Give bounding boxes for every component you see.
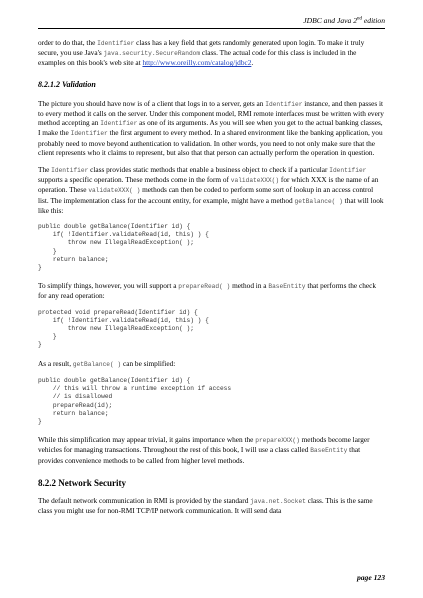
text: class has a key field that gets randomly generated upon login. To make it truly secure, you use Java's: [38, 38, 365, 58]
text: supports a specific operation. These methods come in the form of: [38, 175, 231, 185]
text: as one of its arguments. As you will see when you get to the actual banking classes, I make the: [38, 118, 383, 138]
inline-code: validateXXX(): [230, 177, 280, 185]
text: .: [251, 58, 254, 68]
inline-code: Identifier: [70, 130, 108, 138]
inline-code: prepareXXX(): [255, 437, 300, 445]
code-block-prepare-read: protected void prepareRead(Identifier id) { if( !Identifier.validateRead(id, this) ) { throw new IllegalReadException( ); } }: [38, 308, 209, 349]
running-header: [303, 16, 385, 25]
code-block-get-balance: public double getBalance(Identifier id) { if( !Identifier.validateRead(id, this) ) { throw new IllegalReadException( ); } return balance; }: [38, 223, 209, 272]
text: for which XXX is the name of an operation. These: [38, 175, 379, 195]
paragraph-simplification: [38, 435, 385, 465]
header-title: JDBC and Java 2: [303, 16, 357, 25]
text: order to do that, the: [38, 38, 98, 47]
paragraph-prepare-read: [38, 281, 385, 300]
inline-code: BaseEntity: [310, 447, 348, 455]
text: The default network communication in RMI is provided by the standard: [38, 495, 251, 505]
paragraph-network: [38, 496, 385, 515]
text: instance, and then passes it to every method it calls on the server. Under this component model, RMI remote interfaces must be written with every method accepting an: [38, 98, 384, 128]
section-heading-validation: 8.2.1.2 Validation: [38, 79, 96, 89]
header-superscript: nd: [357, 16, 362, 22]
text: class provides static methods that enable a business object to check if a particular: [88, 165, 330, 175]
page-number: page 123: [356, 573, 385, 582]
text: While this simplification may appear trivial, it gains importance when the: [38, 435, 256, 445]
text: The picture you should have now is of a client that logs in to a server, gets an: [38, 98, 266, 108]
inline-code: Identifier: [97, 40, 135, 47]
text: As a result,: [38, 358, 73, 368]
inline-code: Identifier: [51, 167, 89, 175]
text: methods become larger vehicles for managing transactions. Throughout the rest of this book, I will use a class called: [38, 435, 370, 455]
text: To simplify things, however, you will support a: [38, 281, 179, 291]
inline-code: BaseEntity: [268, 283, 306, 291]
inline-code: Identifier: [329, 167, 367, 175]
inline-code: validateXXX( ): [88, 187, 141, 195]
code-block-simplified: public double getBalance(Identifier id) { // this will throw a runtime exception if access // is disallowed prepareRead(id); return balance; }: [38, 376, 232, 425]
inline-code: prepareRead( ): [178, 283, 231, 291]
header-title-end: edition: [362, 16, 385, 25]
inline-code: java.security.SecureRandom: [103, 50, 201, 58]
text: class. The actual code for this class is included in the examples on this book's web site at: [38, 48, 357, 68]
text: method in a: [230, 281, 269, 291]
text: that performs the check for any read operation:: [38, 281, 377, 301]
inline-code: Identifier: [265, 100, 303, 108]
text: The: [38, 165, 52, 175]
text: methods can then be coded to perform some sort of lookup in an access control list. The implementation class for the account entity, for example, might have a method: [38, 185, 374, 205]
page-body: [38, 38, 385, 523]
text: class. This is the same class you might use for non-RMI TCP/IP network communication. It will send data: [38, 495, 373, 516]
text: that provides convenience methods to be called from higher level methods.: [38, 445, 361, 465]
catalog-link[interactable]: http://www.oreilly.com/catalog/jdbc2: [142, 58, 252, 68]
paragraph-result: [38, 359, 385, 369]
text: that will look like this:: [38, 195, 384, 215]
header-rule: [38, 28, 385, 29]
text: the first argument to every method. In a shared environment like the banking application, you probably need to move beyond authentication to validation. In other words, you need to not only make sure that the client represents who it claims to represent, but also that that person can actually perform the operation in question.: [38, 128, 383, 157]
inline-code: Identifier: [100, 120, 138, 128]
paragraph-validation: [38, 99, 385, 157]
text: can be simplified:: [121, 358, 176, 368]
paragraph-static-methods: [38, 165, 385, 215]
inline-code: getBalance( ): [294, 197, 343, 205]
inline-code: java.net.Socket: [250, 497, 306, 505]
inline-code: getBalance( ): [72, 360, 122, 368]
paragraph-intro: [38, 38, 385, 68]
section-heading-network-security: 8.2.2 Network Security: [38, 477, 126, 488]
